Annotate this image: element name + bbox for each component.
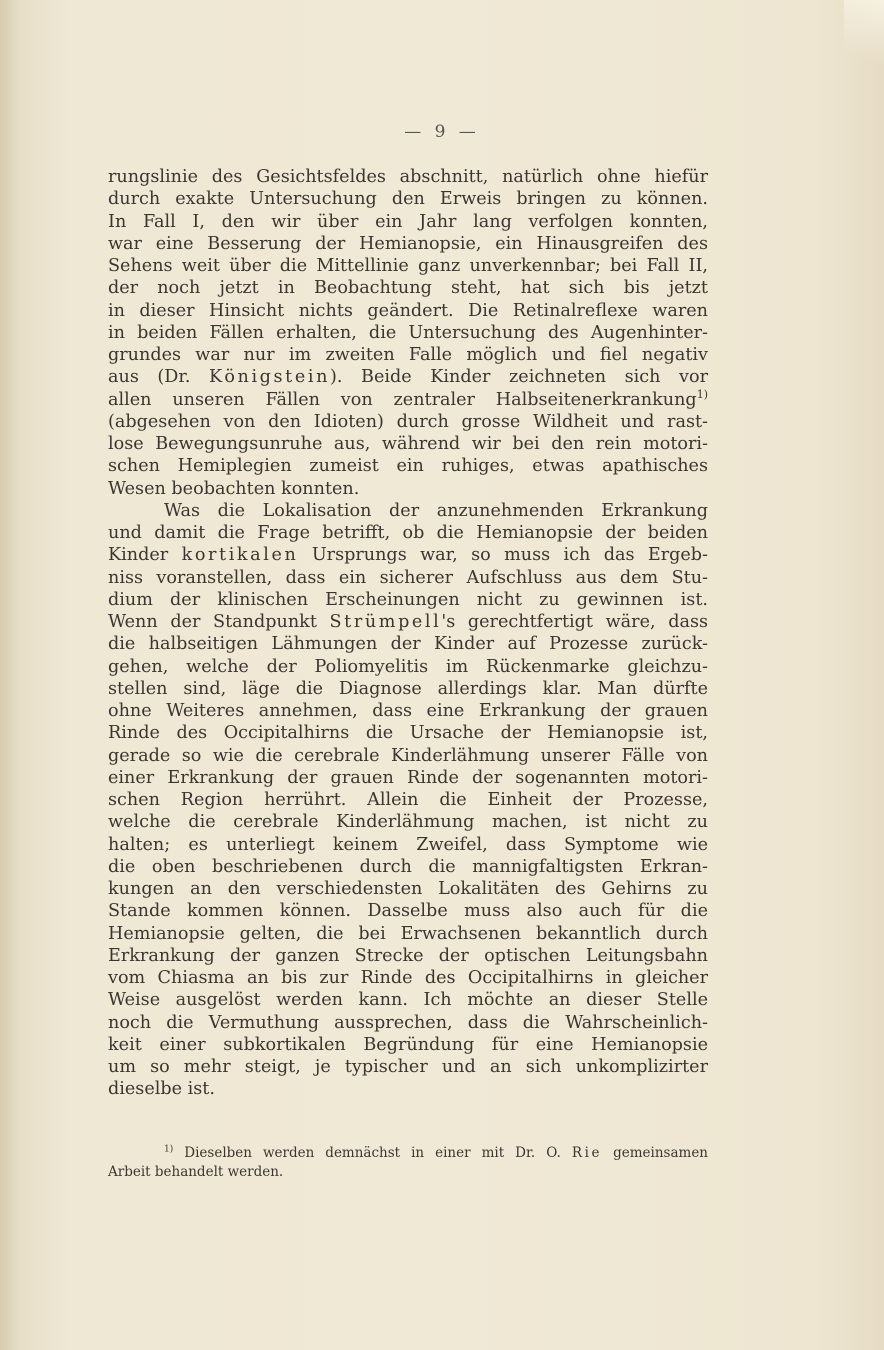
spaced-name: Rie <box>571 1145 603 1161</box>
footnote <box>108 1144 708 1181</box>
page-edge-shadow <box>0 0 18 1350</box>
text-line: Hemianopsie gelten, die bei Erwachsenen bekanntlich durch <box>108 923 708 944</box>
page-number: — 9 — <box>404 122 480 142</box>
text-line: in dieser Hinsicht nichts geändert. Die Retinalreflexe waren <box>108 300 708 321</box>
footnote-reference: 1) <box>696 387 708 401</box>
spaced-name: Strümpell <box>329 612 442 632</box>
text-line: die halbseitigen Lähmungen der Kinder auf Prozesse zurück- <box>108 634 708 655</box>
paragraph <box>108 166 708 500</box>
text-line: aus (Dr. Königstein). Beide Kinder zeichneten sich vor <box>108 367 708 388</box>
text-line: vom Chiasma an bis zur Rinde des Occipitalhirns in gleicher <box>108 968 708 988</box>
text-line: schen Hemiplegien zumeist ein ruhiges, etwas apathisches <box>108 456 708 477</box>
text-line: Wenn der Standpunkt Strümpell's gerechtfertigt wäre, dass <box>108 612 708 632</box>
text-line: gehen, welche der Poliomyelitis im Rückenmarke gleichzu- <box>108 656 708 677</box>
text-line: noch die Vermuthung aussprechen, dass die Wahrscheinlich- <box>108 1012 708 1033</box>
text-line: einer Erkrankung der grauen Rinde der sogenannten motori- <box>108 767 708 788</box>
text-line: allen unseren Fällen von zentraler Halbseitenerkrankung$^{1)}$ <box>108 387 708 410</box>
text-line: rungslinie des Gesichtsfeldes abschnitt, natürlich ohne hiefür <box>108 167 708 187</box>
body-text <box>108 166 708 1101</box>
text-line: dium der klinischen Erscheinungen nicht zu gewinnen ist. <box>108 589 708 610</box>
text-line: durch exakte Untersuchung den Erweis bringen zu können. <box>108 189 708 210</box>
text-line: der noch jetzt in Beobachtung steht, hat sich bis jetzt <box>108 278 708 299</box>
text-line: Sehens weit über die Mittellinie ganz unverkennbar; bei Fall II, <box>108 256 708 276</box>
page-corner-fold <box>844 0 884 80</box>
footnote-mark: 1) <box>164 1144 174 1155</box>
text-line: Stande kommen können. Dasselbe muss also auch für die <box>108 901 708 922</box>
text-line: (abgesehen von den Idioten) durch grosse Wildheit und rast- <box>108 411 708 432</box>
text-line: kungen an den verschiedensten Lokalitäten des Gehirns zu <box>108 879 708 899</box>
text-line: welche die cerebrale Kinderlähmung machen, ist nicht zu <box>108 812 708 833</box>
text-line: ohne Weiteres annehmen, dass eine Erkrankung der grauen <box>108 701 708 721</box>
footnote-line: $^{1)}$ Dieselben werden demnächst in einer mit Dr. O. Rie gemeinsamen <box>164 1144 708 1161</box>
text-line: gerade so wie die cerebrale Kinderlähmung unserer Fälle von <box>108 745 708 766</box>
footnote-line: Arbeit behandelt werden. <box>108 1163 284 1180</box>
text-line: halten; es unterliegt keinem Zweifel, dass Symptome wie <box>108 834 708 855</box>
text-line: stellen sind, läge die Diagnose allerdings klar. Man dürfte <box>108 678 708 699</box>
text-line: schen Region herrührt. Allein die Einheit der Prozesse, <box>108 790 708 810</box>
text-line: Was die Lokalisation der anzunehmenden Erkrankung <box>164 500 708 521</box>
spaced-name: Königstein <box>209 367 330 388</box>
text-line: grundes war nur im zweiten Falle möglich und fiel negativ <box>108 345 708 365</box>
text-line: Erkrankung der ganzen Strecke der optischen Leitungsbahn <box>108 945 708 966</box>
text-line: Kinder kortikalen Ursprungs war, so muss ich das Ergeb- <box>108 545 708 566</box>
text-line: die oben beschriebenen durch die mannigfaltigsten Erkran- <box>108 856 708 877</box>
text-line: keit einer subkortikalen Begründung für eine Hemianopsie <box>108 1034 708 1055</box>
text-line: in beiden Fällen erhalten, die Untersuchung des Augenhinter- <box>108 322 708 343</box>
text-line: Weise ausgelöst werden kann. Ich möchte an dieser Stelle <box>108 990 708 1011</box>
paragraph <box>108 500 708 1101</box>
spaced-name: kortikalen <box>181 545 299 566</box>
text-line: und damit die Frage betrifft, ob die Hemianopsie der beiden <box>108 523 708 543</box>
text-line: lose Bewegungsunruhe aus, während wir bei den rein motori- <box>108 434 708 454</box>
text-line: Rinde des Occipitalhirns die Ursache der Hemianopsie ist, <box>108 723 708 744</box>
text-line: war eine Besserung der Hemianopsie, ein Hinausgreifen des <box>108 233 708 254</box>
text-line: niss voranstellen, dass ein sicherer Aufschluss aus dem Stu- <box>108 567 708 588</box>
text-line: Wesen beobachten konnten. <box>108 478 360 499</box>
text-line: um so mehr steigt, je typischer und an sich unkomplizirter <box>108 1057 708 1077</box>
text-line: In Fall I, den wir über ein Jahr lang verfolgen konnten, <box>108 211 708 232</box>
text-line: dieselbe ist. <box>108 1079 215 1100</box>
